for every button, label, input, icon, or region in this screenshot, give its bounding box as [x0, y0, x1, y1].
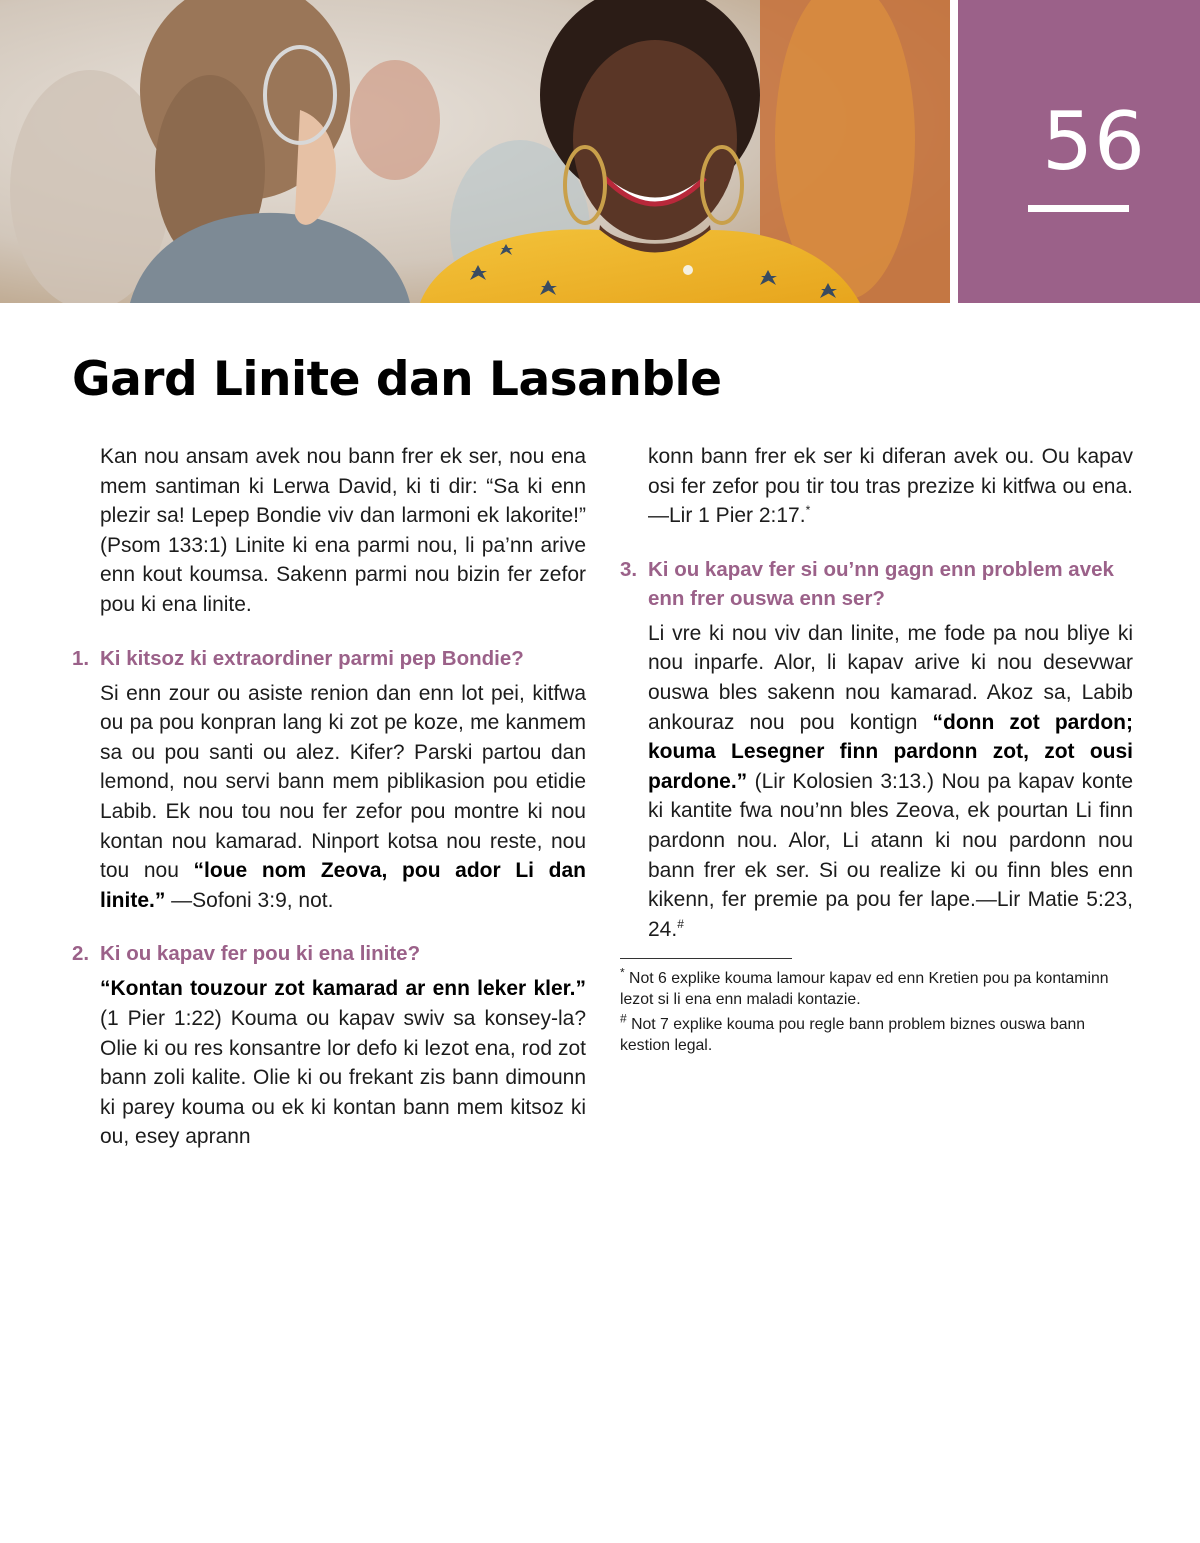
- answer-3-paragraph: [620, 619, 1133, 945]
- footnote-text: Not 7 explike kouma pou regle bann problem biznes ouswa bann kestion legal.: [620, 1016, 1086, 1054]
- question-number: 3.: [620, 557, 638, 581]
- footnote-mark: #: [620, 1012, 627, 1027]
- question-2: [72, 939, 586, 968]
- question-number: 2.: [72, 942, 90, 966]
- answer-text: konn bann frer ek ser ki diferan avek ou. Ou kapav osi fer zefor pou tir tou tras prezize ki kitfwa ou ena.—Lir 1 Pier 2:17.: [648, 445, 1133, 528]
- scripture-quote: “loue nom Zeova, pou ador Li dan linite.”: [100, 859, 586, 912]
- answer-text: Si enn zour ou asiste renion dan enn lot pei, kitfwa ou pa pou konpran lang ki zot pe koze, me kanmem sa ou pou santi ou alez. Kifer? Parski partou dan lemond, nou servi bann mem piblikasion pou etidie Labib. Ek nou tou nou fer zefor pou montre ki nou kontan nou kamarad. Ninport kotsa nou reste, nou tou nou: [100, 681, 586, 883]
- question-3: [620, 555, 1133, 613]
- header-photo-illustration: [0, 0, 950, 303]
- answer-text: (Lir Kolosien 3:13.) Nou pa kapav konte ki kantite fwa nou’nn bles Zeova, ek pourtan Li finn pardonn nou. Alor, Li atann ki nou pardonn nou bann frer ek ser. Si ou realize ki ou finn bles enn kikenn, fer premie pa pou fer lape.—Lir Matie 5:23, 24.: [648, 769, 1133, 941]
- scripture-quote: “Kontan touzour zot kamarad ar enn leker kler.”: [100, 977, 586, 1001]
- left-column: [72, 442, 586, 1152]
- answer-2-continued: [620, 442, 1133, 531]
- question-1: [72, 644, 586, 673]
- footnote-marker[interactable]: #: [677, 916, 684, 931]
- page-title: Gard Linite dan Lasanble: [72, 352, 722, 407]
- lesson-number-box: [958, 0, 1200, 303]
- lesson-number-underline: [1028, 205, 1129, 212]
- question-text: Ki ou kapav fer si ou’nn gagn enn problem avek enn frer ouswa enn ser?: [648, 557, 1114, 610]
- footnote-marker[interactable]: *: [805, 503, 811, 518]
- header-photo: [0, 0, 950, 303]
- footnote-text: Not 6 explike kouma lamour kapav ed enn Kretien pou pa kontaminn lezot si li ena enn maladi kontazie.: [620, 970, 1109, 1008]
- right-column: [620, 442, 1133, 1056]
- intro-paragraph: Kan nou ansam avek nou bann frer ek ser, nou ena mem santiman ki Lerwa David, ki ti dir: “Sa ki enn plezir sa! Lepep Bondie viv dan larmoni ek lakorite!” (Psom 133:1) Linite ki ena parmi nou, li pa’nn arive enn kout koumsa. Sakenn parmi nou bizin fer zefor pou ki ena linite.: [100, 445, 586, 616]
- footnote-mark: *: [620, 966, 625, 981]
- scripture-quote: “donn zot pardon; kouma Lesegner finn pardonn zot, zot ousi pardone.”: [648, 710, 1133, 793]
- question-text: Ki kitsoz ki extraordiner parmi pep Bondie?: [100, 646, 524, 670]
- footnote-2: [620, 1012, 1133, 1056]
- answer-1-paragraph: [72, 679, 586, 916]
- answer-text: (1 Pier 1:22) Kouma ou kapav swiv sa konsey-la? Olie ki ou res konsantre lor defo ki lezot ena, rod zot bann zoli kalite. Olie ki ou frekant zis bann dimounn ki parey kouma ou ek ki kontan bann mem kitsoz ki ou, esey aprann: [100, 1006, 586, 1149]
- answer-2-paragraph: [72, 974, 586, 1152]
- question-number: 1.: [72, 646, 90, 670]
- scripture-reference: —Sofoni 3:9, not.: [165, 888, 334, 912]
- question-text: Ki ou kapav fer pou ki ena linite?: [100, 942, 421, 966]
- footnote-1: [620, 966, 1133, 1010]
- footnote-divider: [620, 958, 792, 959]
- answer-text: Li vre ki nou viv dan linite, me fode pa nou bliye ki nou inparfe. Alor, li kapav arive ki nou desevwar ouswa bles sakenn nou kamarad. Akoz sa, Labib ankouraz nou pou kontign: [648, 621, 1133, 734]
- lesson-number: 56: [1042, 95, 1146, 188]
